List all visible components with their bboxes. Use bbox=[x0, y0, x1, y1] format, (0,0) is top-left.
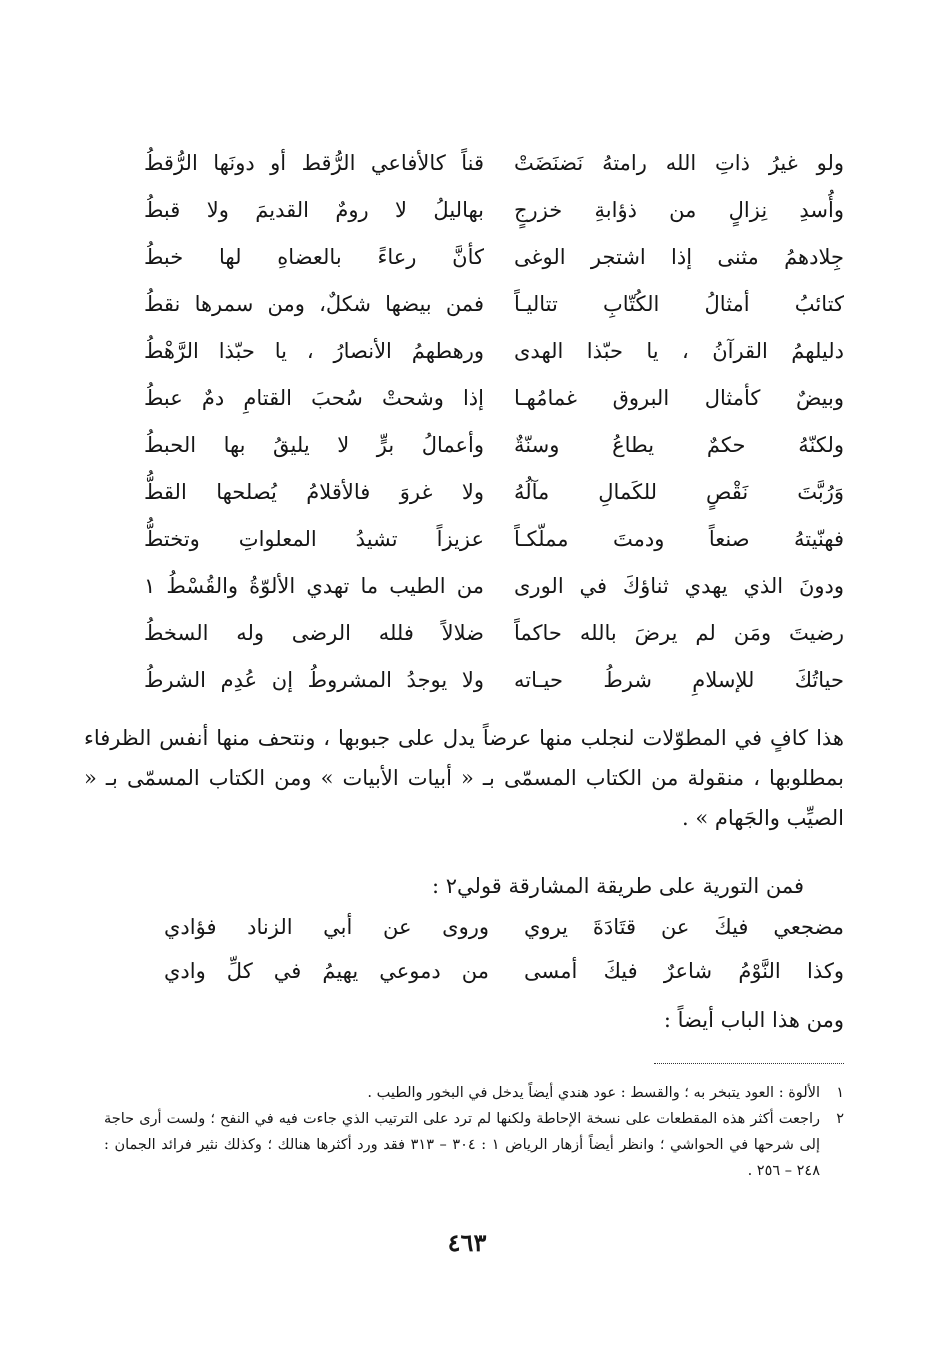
first-hemistich: وكذا النَّوْمُ شاعرٌ فيكَ أمسى bbox=[524, 959, 844, 983]
first-hemistich: مضجعي فيكَ عن قتَادَةَ يروي bbox=[524, 915, 844, 939]
first-hemistich: وبيضٌ كأمثال البروق غمامُهـا bbox=[514, 386, 844, 410]
second-hemistich: وأعمالُ برٍّ لا يليقُ بها الحبطُ bbox=[144, 433, 484, 457]
verse-row bbox=[144, 328, 844, 375]
verse-row bbox=[144, 140, 844, 187]
verse-row bbox=[144, 375, 844, 422]
footnote-number: ٢ bbox=[836, 1111, 844, 1127]
second-hemistich: قناً كالأفاعي الرُّقط أو دونَها الرُّقطُ bbox=[144, 151, 484, 175]
verse-row bbox=[144, 610, 844, 657]
verse-row bbox=[144, 187, 844, 234]
first-hemistich: رضيتَ ومَن لم يرضَ بالله حاكماً bbox=[514, 621, 844, 645]
footnotes bbox=[104, 1080, 844, 1184]
page-number: ٤٦٣ bbox=[447, 1228, 487, 1257]
second-hemistich: ولا غروَ فالأقلامُ يُصلحها القطُّ bbox=[144, 480, 484, 504]
prose-paragraph: هذا كافٍ في المطوّلات لنجلب منها عرضاً يدل على جبوبها ، ونتحف منها أنفس الظرفاء بمطلوبها ، منقولة من الكتاب المسمّى بـ « أبيات الأبيات » ومن الكتاب المسمّى بـ « الصيِّب والجَهام » . bbox=[84, 726, 844, 830]
prose-intro-line: فمن التورية على طريقة المشارقة قولي٢ : bbox=[432, 874, 804, 898]
second-hemistich: فمن بيضها شكلٌ، ومن سمرها نقطُ bbox=[144, 292, 484, 316]
verse-row bbox=[144, 469, 844, 516]
second-hemistich: من دموعي يهيمُ في كلِّ وادي bbox=[164, 959, 489, 983]
footnote-text: الألوة : العود يتبخر به ؛ والقسط : عود هندي أيضاً يدخل في البخور والطيب . bbox=[367, 1085, 820, 1101]
prose-more-line: ومن هذا الباب أيضاً : bbox=[663, 1008, 844, 1032]
verse-row bbox=[144, 281, 844, 328]
second-hemistich: كأنَّ رعاءً بالعضاهِ لها خبطُ bbox=[144, 245, 484, 269]
first-hemistich: كتائبُ أمثالُ الكُتّابِ تتاليـاً bbox=[514, 292, 844, 316]
verse-row bbox=[164, 905, 844, 949]
verse-row bbox=[144, 234, 844, 281]
first-hemistich: فهنّيتهُ صنعاً ودمتَ مملّكـاً bbox=[514, 527, 844, 551]
second-hemistich: عزيزاً تشيدُ المعلواتِ وتختطُّ bbox=[144, 527, 484, 551]
second-hemistich: ولا يوجدُ المشروطُ إن عُدِم الشرطُ bbox=[144, 668, 484, 692]
first-hemistich: دليلهمُ القرآنُ ، يا حبّذا الهدى bbox=[514, 339, 844, 363]
first-hemistich: ودونَ الذي يهدي ثناؤكَ في الورى bbox=[514, 574, 844, 598]
second-hemistich: من الطيب ما تهدي الألوّةُ والقُسْطُ ١ bbox=[144, 574, 484, 598]
first-hemistich: جِلادهمُ مثنى إذا اشتجر الوغى bbox=[514, 245, 844, 269]
second-hemistich: ورهطهمُ الأنصارُ ، يا حبّذا الرَّهْطُ bbox=[144, 339, 484, 363]
first-hemistich: وأُسدِ نِزالٍ من ذؤابةِ خزرجٍ bbox=[514, 198, 844, 222]
first-hemistich: ولو غيرُ ذاتِ الله رامتهُ نَضنَضَتْ bbox=[514, 151, 844, 175]
poem2-verses bbox=[164, 905, 844, 993]
second-hemistich: وروى عن أبي الزناد فؤادي bbox=[164, 915, 489, 939]
footnote-text: راجعت أكثر هذه المقطعات على نسخة الإحاطة ولكنها لم ترد على الترتيب الذي جاءت فيه في النفح ؛ ولست أرى حاجة إلى شرحها في الحواشي ؛ وانظر أيضاً أزهار الرياض ١ : ٣٠٤ – ٣١٣ فقد ورد أكثرها هنالك ؛ وكذلك نثير فرائد الجمان : ٢٤٨ – ٢٥٦ . bbox=[104, 1111, 820, 1179]
second-hemistich: بهاليلُ لا رومٌ القديمَ ولا قبطُ bbox=[144, 198, 484, 222]
verse-row bbox=[144, 422, 844, 469]
verse-row bbox=[144, 657, 844, 704]
verse-row bbox=[144, 563, 844, 610]
first-hemistich: وَرُبَّتَ نَقْصٍ للكَمالِ مآلُهُ bbox=[514, 480, 844, 504]
footnote-number: ١ bbox=[836, 1085, 844, 1101]
footnote-2 bbox=[104, 1106, 844, 1184]
first-hemistich: ولكنّهُ حكمٌ يطاعُ وسنّةٌ bbox=[514, 433, 844, 457]
second-hemistich: إذا وشحتْ سُحبَ القتامِ دمٌ عبطُ bbox=[144, 386, 484, 410]
second-hemistich: ضلالاً فلله الرضى وله السخطُ bbox=[144, 621, 484, 645]
first-hemistich: حياتُكَ للإسلامِ شرطُ حيـاته bbox=[514, 668, 844, 692]
poem-verses bbox=[144, 140, 844, 704]
footnote-divider bbox=[654, 1063, 844, 1064]
verse-row bbox=[144, 516, 844, 563]
footnote-1 bbox=[104, 1080, 844, 1106]
verse-row bbox=[164, 949, 844, 993]
